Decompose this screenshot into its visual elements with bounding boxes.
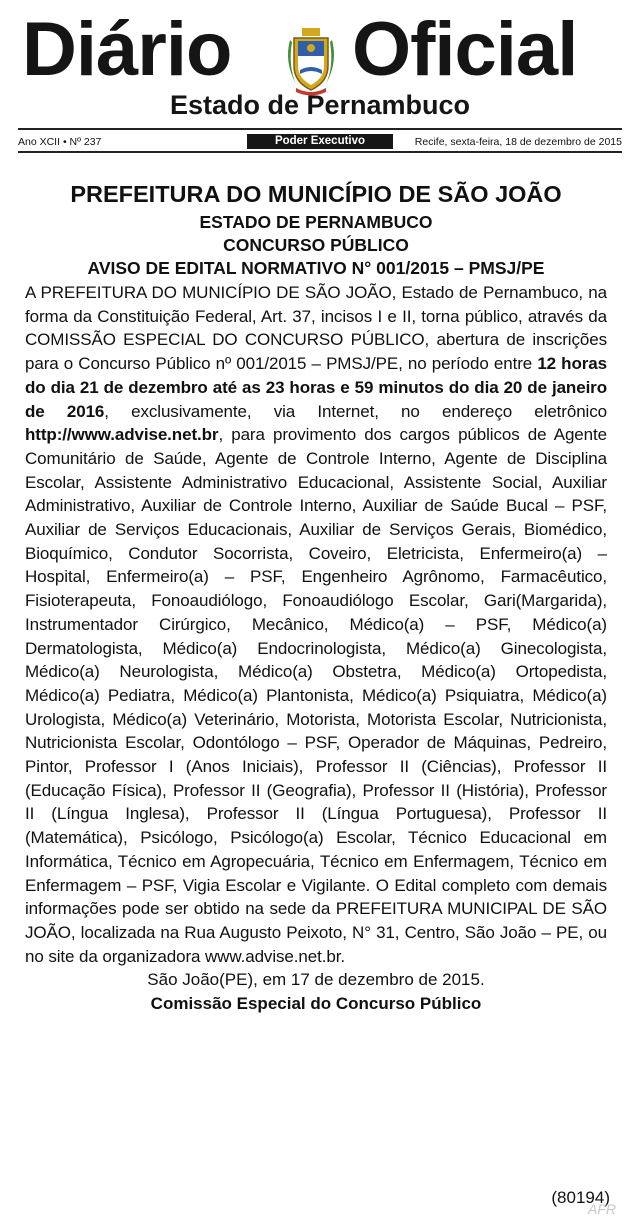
signature: Comissão Especial do Concurso Público [150,994,482,1014]
section-badge: Poder Executivo [247,134,393,149]
notice [25,178,607,1016]
masthead-title-right: Oficial [352,7,578,92]
body-text-2: , exclusivamente, via Internet, no endereço eletrônico [104,401,607,421]
body-website: http://www.advise.net.br [25,425,219,445]
notice-title: PREFEITURA DO MUNICÍPIO DE SÃO JOÃO [70,181,562,207]
header-bottom-rule [18,151,622,153]
edition-info: Ano XCII • Nº 237 [18,136,102,148]
masthead [0,0,640,130]
notice-contest: CONCURSO PÚBLICO [223,235,409,255]
masthead-subtitle: Estado de Pernambuco [169,90,471,120]
publication-code: (80194) [551,1188,610,1207]
notice-state: ESTADO DE PERNAMBUCO [199,212,433,232]
body-period: 12 horas do dia 21 de dezembro até as 23 horas e 59 minutos do dia 20 de janeiro de 2016 [25,354,607,421]
place-date: São João(PE), em 17 de dezembro de 2015. [147,970,485,990]
body-text-1: A PREFEITURA DO MUNICÍPIO DE SÃO JOÃO, Estado de Pernambuco, na forma da Constituição Federal, Art. 37, incisos I e II, torna público, através da COMISSÃO ESPECIAL DO CONCURSO PÚBLICO, abertura de inscrições para o Concurso Público nº 001/2015 – PMSJ/PE, no período entre [25,283,607,374]
coat-of-arms-icon [280,26,342,96]
notice-edital: AVISO DE EDITAL NORMATIVO N° 001/2015 – PMSJ/PE [87,258,545,278]
header-top-rule [18,128,622,130]
masthead-title-left: Diário [22,7,232,92]
publication-date: Recife, sexta-feira, 18 de dezembro de 2015 [414,136,622,148]
body-text-3: , para provimento dos cargos públicos de Agente Comunitário de Saúde, Agente de Controle Interno, Agente de Disciplina Escolar, Assistente Administrativo Educacional, Assistente Social, Auxiliar Administrativo, Auxiliar de Controle Interno, Auxiliar de Saúde Bucal – PSF, Auxiliar de Serviços Educacionais, Auxiliar de Serviços Gerais, Biomédico, Bioquímico, Condutor Socorrista, Coveiro, Eletricista, Enfermeiro(a) – Hospital, Enfermeiro(a) – PSF, Engenheiro Agrônomo, Farmacêutico, Fisioterapeuta, Fonoaudiólogo, Fonoaudiólogo Escolar, Gari(Margarida), Instrumentador Cirúrgico, Mecânico, Médico(a) – PSF, Médico(a) Dermatologista, Médico(a) Endocrinologista, Médico(a) Ginecologista, Médico(a) Neurologista, Médico(a) Obstetra, Médico(a) Ortopedista, Médico(a) Pediatra, Médico(a) Plantonista, Médico(a) Psiquiatra, Médico(a) Urologista, Médico(a) Veterinário, Motorista, Motorista Escolar, Nutricionista, Nutricionista Escolar, Odontólogo – PSF, Operador de Máquinas, Pedreiro, Pintor, Professor I (Anos Iniciais), Professor II (Ciências), Professor II (Educação Física), Professor II (Geografia), Professor II (História), Professor II (Língua Inglesa), Professor II (Língua Portuguesa), Professor II (Matemática), Psicólogo, Psicólogo(a) Escolar, Técnico Educacional em Informática, Técnico em Agropecuária, Técnico em Enfermagem, Técnico em Enfermagem – PSF, Vigia Escolar e Vigilante. O Edital completo com demais informações pode ser obtido na sede da PREFEITURA MUNICIPAL DE SÃO JOÃO, localizada na Rua Augusto Peixoto, N° 31, Centro, São João – PE, ou no site da organizadora www.advise.net.br. [25,425,607,966]
notice-body [25,281,607,968]
watermark: AFR [588,1201,616,1217]
